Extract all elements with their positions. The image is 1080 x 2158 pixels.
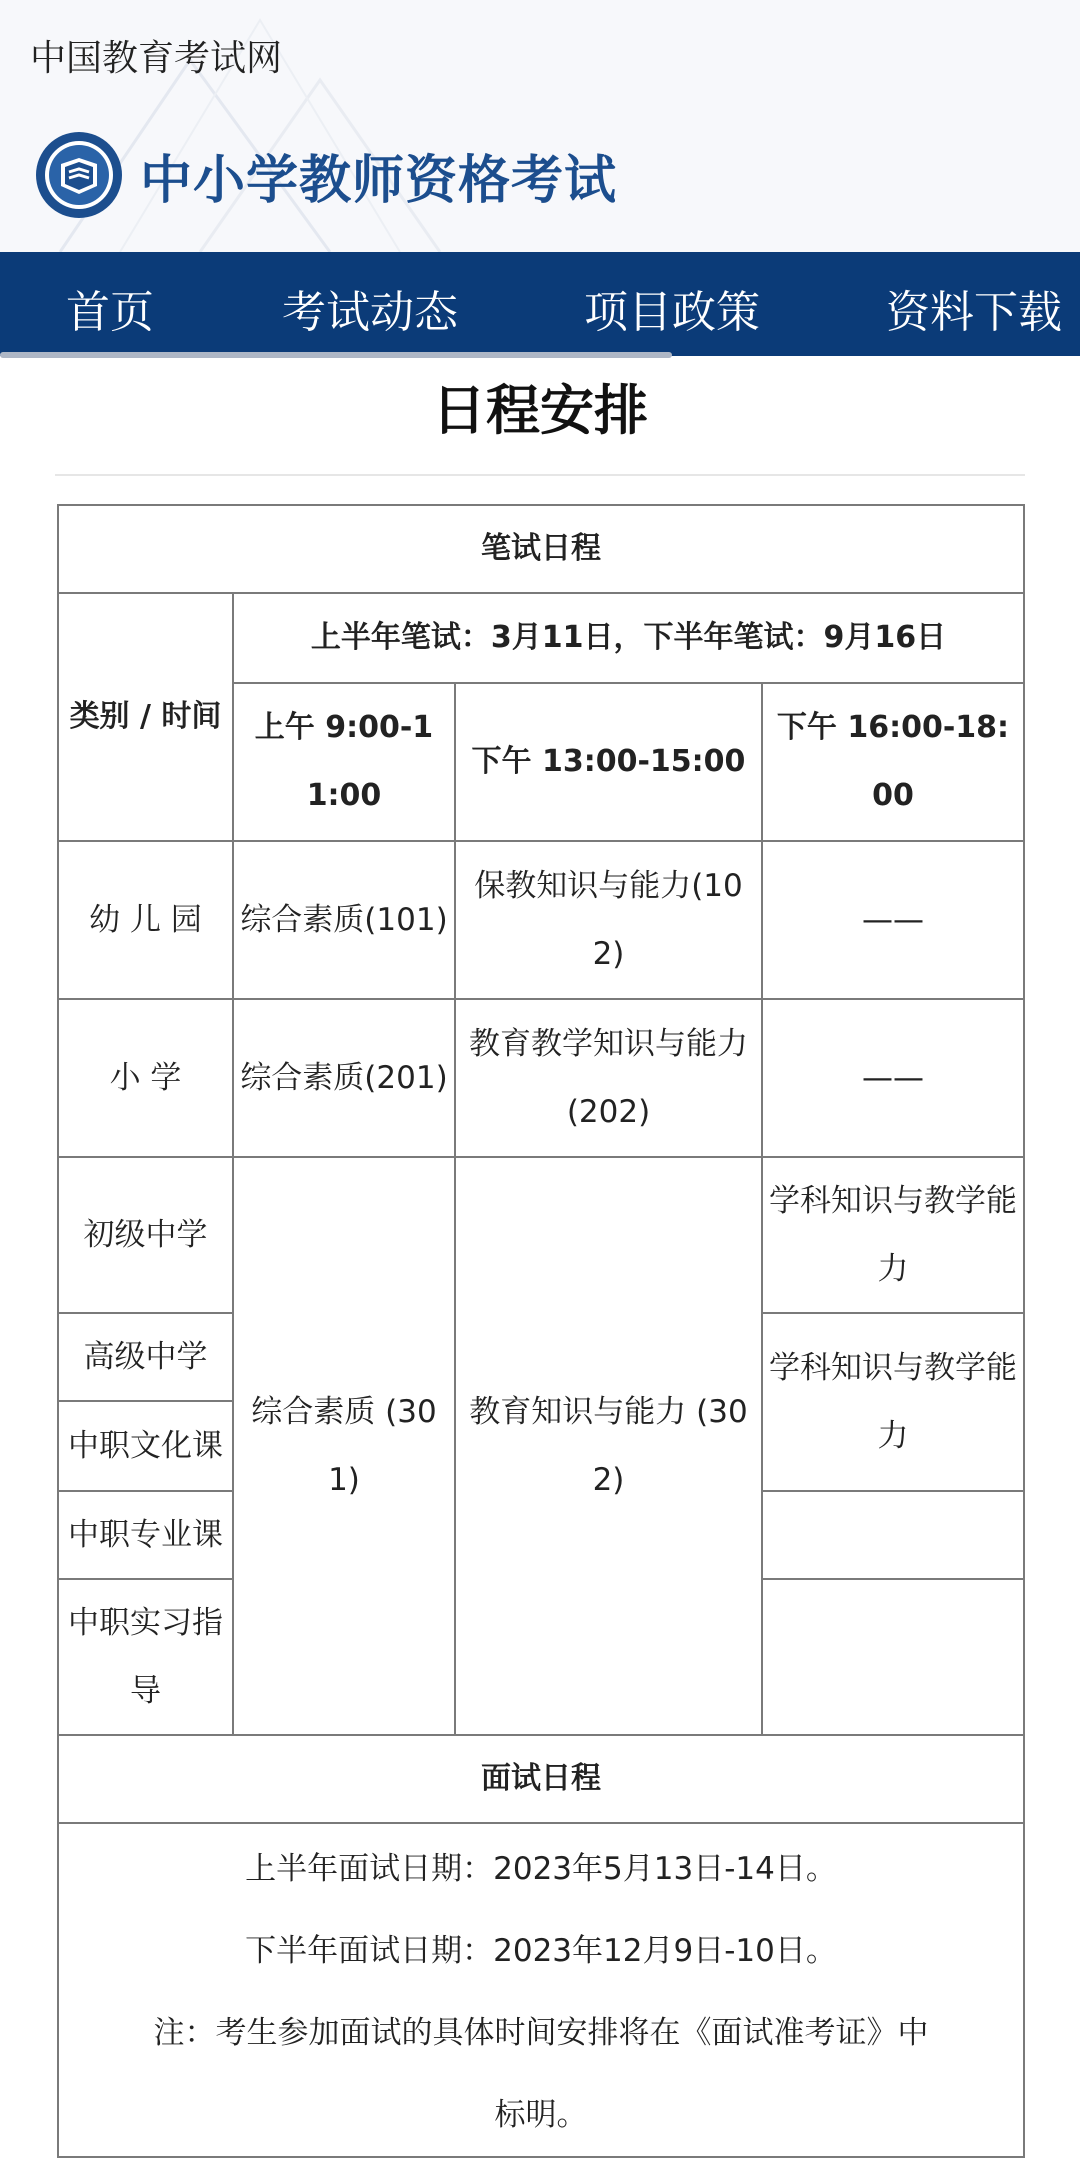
brand-header[interactable] <box>34 130 617 220</box>
cell-secondary-am: 综合素质 (301) <box>233 1157 455 1735</box>
interview-second-half: 下半年面试日期：2023年12月9日-10日。 <box>245 1933 837 1969</box>
row-label-voc-practice: 中职实习指导 <box>58 1579 233 1735</box>
written-heading: 笔试日程 <box>58 505 1024 593</box>
title-divider <box>55 474 1025 476</box>
row-label-voc-major: 中职专业课 <box>58 1491 233 1579</box>
main-nav <box>0 252 1080 356</box>
cell-secondary-pm1: 教育知识与能力 (302) <box>455 1157 762 1735</box>
cell-primary-am: 综合素质(201) <box>233 999 455 1157</box>
nav-item-downloads[interactable]: 资料下载 <box>886 287 1062 338</box>
brand-title: 中小学教师资格考试 <box>140 150 618 211</box>
row-label-junior: 初级中学 <box>58 1157 233 1313</box>
interview-details <box>58 1823 1024 2157</box>
row-label-primary: 小 学 <box>58 999 233 1157</box>
row-label-senior: 高级中学 <box>58 1313 233 1401</box>
site-name[interactable]: 中国教育考试网 <box>30 38 283 79</box>
row-label-kindergarten: 幼 儿 园 <box>58 841 233 999</box>
nav-item-home[interactable]: 首页 <box>66 287 154 338</box>
cell-senior-pm2: 学科知识与教学能力 <box>762 1313 1024 1491</box>
interview-first-half: 上半年面试日期：2023年5月13日-14日。 <box>245 1851 837 1887</box>
nav-scrollbar[interactable] <box>0 352 672 358</box>
cell-kindergarten-am: 综合素质(101) <box>233 841 455 999</box>
written-dates: 上半年笔试：3月11日，下半年笔试：9月16日 <box>233 593 1024 683</box>
book-shield-logo-icon <box>34 130 124 220</box>
slot-afternoon-1: 下午 13:00-15:00 <box>455 683 762 841</box>
interview-note: 注：考生参加面试的具体时间安排将在《面试准考证》中标明。 <box>153 2015 929 2133</box>
cell-voc-major-pm2 <box>762 1491 1024 1579</box>
nav-item-policy[interactable]: 项目政策 <box>584 287 760 338</box>
cell-kindergarten-pm2: —— <box>762 841 1024 999</box>
slot-morning: 上午 9:00-11:00 <box>233 683 455 841</box>
row-label-voc-culture: 中职文化课 <box>58 1401 233 1491</box>
nav-item-exam-news[interactable]: 考试动态 <box>282 287 458 338</box>
category-time-header: 类别 / 时间 <box>58 593 233 841</box>
cell-voc-practice-pm2 <box>762 1579 1024 1735</box>
cell-primary-pm2: —— <box>762 999 1024 1157</box>
page-title: 日程安排 <box>432 379 648 442</box>
interview-heading: 面试日程 <box>58 1735 1024 1823</box>
cell-primary-pm1: 教育教学知识与能力(202) <box>455 999 762 1157</box>
schedule-table <box>57 504 1025 2158</box>
cell-junior-pm2: 学科知识与教学能力 <box>762 1157 1024 1313</box>
cell-kindergarten-pm1: 保教知识与能力(102) <box>455 841 762 999</box>
slot-afternoon-2: 下午 16:00-18:00 <box>762 683 1024 841</box>
